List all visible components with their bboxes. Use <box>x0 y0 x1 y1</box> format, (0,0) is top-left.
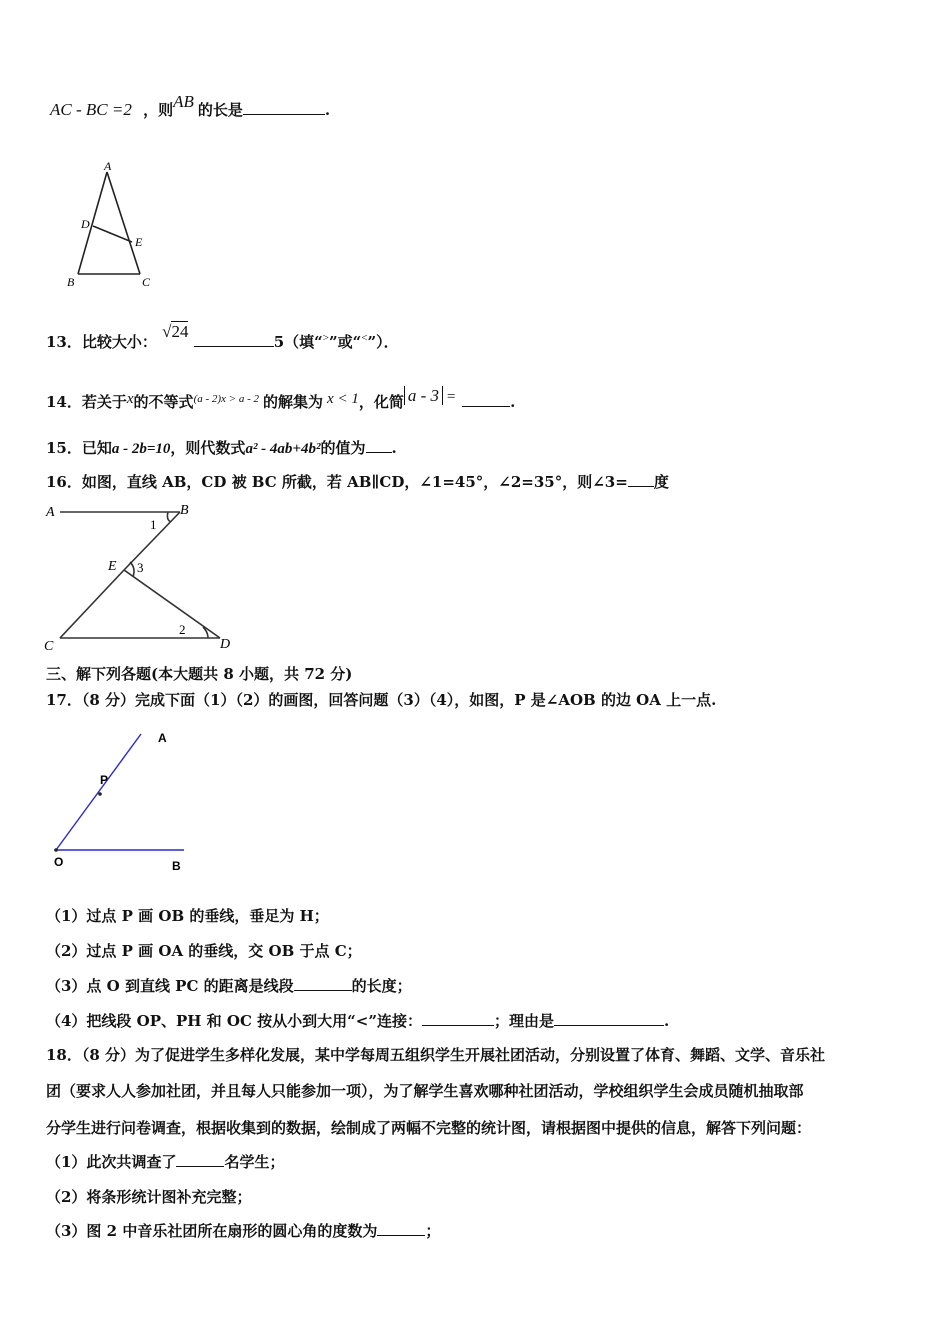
q18-line-1: 18．（8 分）为了促进学生多样化发展，某中学每周五组织学生开展社团活动，分别设置了体育、舞蹈、文学、音乐社 <box>46 1046 826 1064</box>
q13-answer-blank <box>194 332 274 347</box>
q17-part-4 <box>46 1011 669 1031</box>
q18-p3-end: ； <box>425 1222 441 1240</box>
segment-ed <box>124 570 220 638</box>
q14-prompt: 14．若关于 <box>46 393 127 411</box>
q18-p1-blank <box>176 1152 224 1167</box>
sqrt-expression: √24 <box>162 322 189 341</box>
q13-end: ”）． <box>367 333 399 351</box>
q17-p4-reason-label: ；理由是 <box>493 1012 554 1030</box>
q18-line-2: 团（要求人人参加社团，并且每人只能参加一项），为了解学生喜欢哪种社团活动，学校组织学生会成员随机抽取部 <box>46 1082 804 1100</box>
point-o <box>54 848 58 852</box>
q15-expression: a² - 4ab+4b² <box>245 441 321 457</box>
label-a: A <box>46 505 55 520</box>
q17-p3-text: （3）点 O 到直线 PC 的距离是线段 <box>46 977 294 995</box>
label-angle-3: 3 <box>137 560 144 575</box>
label-a: A <box>158 731 167 745</box>
q13-mid: 5（填“ <box>273 333 323 351</box>
point-p <box>98 792 102 796</box>
q17-p4-blank-reason <box>554 1011 664 1026</box>
q15-text1: ，则代数式 <box>170 439 246 457</box>
label-d: D <box>81 217 90 231</box>
label-p: P <box>100 773 109 787</box>
angle-1-arc <box>167 512 171 522</box>
q14-x: x <box>126 391 134 407</box>
q18-part-3 <box>46 1221 440 1241</box>
q14-end: . <box>510 393 516 411</box>
q14-absolute-value: a - 3 <box>404 386 443 405</box>
segment-de <box>93 226 132 242</box>
q14-line <box>46 386 516 414</box>
label-e: E <box>135 235 143 249</box>
q17-p4-blank-order <box>422 1011 494 1026</box>
q14-inequality: (a - 2)x > a - 2 <box>193 393 260 405</box>
q14-solution: x < 1 <box>327 391 359 407</box>
section-3-title: 三、解下列各题(本大题共 8 小题，共 72 分) <box>46 665 353 683</box>
q18-line-3: 分学生进行问卷调查，根据收集到的数据，绘制成了两幅不完整的统计图，请根据图中提供的信息，解答下列问题： <box>46 1119 812 1137</box>
label-c: C <box>44 639 54 654</box>
label-b: B <box>67 275 75 289</box>
q13-gt: > <box>322 332 329 344</box>
label-a: A <box>104 159 112 173</box>
label-b: B <box>180 503 189 518</box>
q17-p4-end: . <box>663 1012 670 1030</box>
q18-p3-text: （3）图 2 中音乐社团所在扇形的圆心角的度数为 <box>46 1222 378 1240</box>
side-ac <box>107 172 140 274</box>
q16-answer-blank <box>628 472 654 487</box>
q12-var: AB <box>173 92 194 111</box>
q15-text2: 的值为 <box>320 439 366 457</box>
q13-line <box>46 322 399 354</box>
label-e: E <box>108 559 117 574</box>
angle-aob-figure-q17 <box>46 726 196 874</box>
q12-end: . <box>324 101 331 119</box>
q14-answer-blank <box>462 392 510 407</box>
q15-answer-blank <box>366 438 392 453</box>
q12-tail-line <box>50 92 331 120</box>
q14-text3: ，化简 <box>358 393 404 411</box>
label-b: B <box>172 859 181 873</box>
q13-lt: < <box>361 332 368 344</box>
q17-p3-blank <box>294 976 352 991</box>
q17-part-3 <box>46 976 412 996</box>
q18-p1-text: （1）此次共调查了 <box>46 1153 177 1171</box>
triangle-figure-q12 <box>60 158 160 290</box>
q12-suffix: 的长是 <box>197 101 243 119</box>
q15-prompt: 15．已知 <box>46 439 112 457</box>
q15-line <box>46 438 397 459</box>
q14-text2: 的解集为 <box>263 393 324 411</box>
q14-text1: 的不等式 <box>133 393 194 411</box>
label-angle-1: 1 <box>150 517 157 532</box>
q17-part-2: （2）过点 P 画 OA 的垂线，交 OB 于点 C； <box>46 942 362 960</box>
ray-oa <box>56 734 141 850</box>
radicand: 24 <box>171 322 189 341</box>
q16-prompt: 16．如图，直线 AB，CD 被 BC 所截，若 AB∥CD，∠1=45°，∠2=35°，则∠3= <box>46 473 628 491</box>
q12-then: ，则 <box>143 101 174 119</box>
q12-expression: AC - BC =2 <box>50 100 132 119</box>
q15-condition: a - 2b=10 <box>111 441 171 457</box>
q13-prompt: 13．比较大小： <box>46 333 157 351</box>
label-o: O <box>54 855 64 869</box>
segment-ec <box>60 570 124 638</box>
label-c: C <box>142 275 151 289</box>
label-d: D <box>220 637 231 652</box>
parallel-lines-figure-q16 <box>40 500 250 656</box>
q18-part-2: （2）将条形统计图补充完整； <box>46 1188 252 1206</box>
q18-p1-end: 名学生； <box>224 1153 285 1171</box>
q12-answer-blank <box>243 100 325 115</box>
q17-p4-text: （4）把线段 OP、PH 和 OC 按从小到大用“<”连接： <box>46 1012 422 1030</box>
label-angle-2: 2 <box>179 622 186 637</box>
q17-part-1: （1）过点 P 画 OB 的垂线，垂足为 H； <box>46 907 329 925</box>
q18-part-1 <box>46 1152 284 1172</box>
q16-end: 度 <box>653 473 669 491</box>
q14-equals: = <box>446 389 457 405</box>
q13-or: ”或“ <box>328 333 362 351</box>
q17-p3-end: 的长度； <box>351 977 412 995</box>
q18-p3-blank <box>377 1221 425 1236</box>
q16-line <box>46 472 669 492</box>
q17-intro: 17．（8 分）完成下面（1）（2）的画图，回答问题（3）（4），如图，P 是∠AOB 的边 OA 上一点. <box>46 691 717 709</box>
q15-end: . <box>391 439 397 457</box>
